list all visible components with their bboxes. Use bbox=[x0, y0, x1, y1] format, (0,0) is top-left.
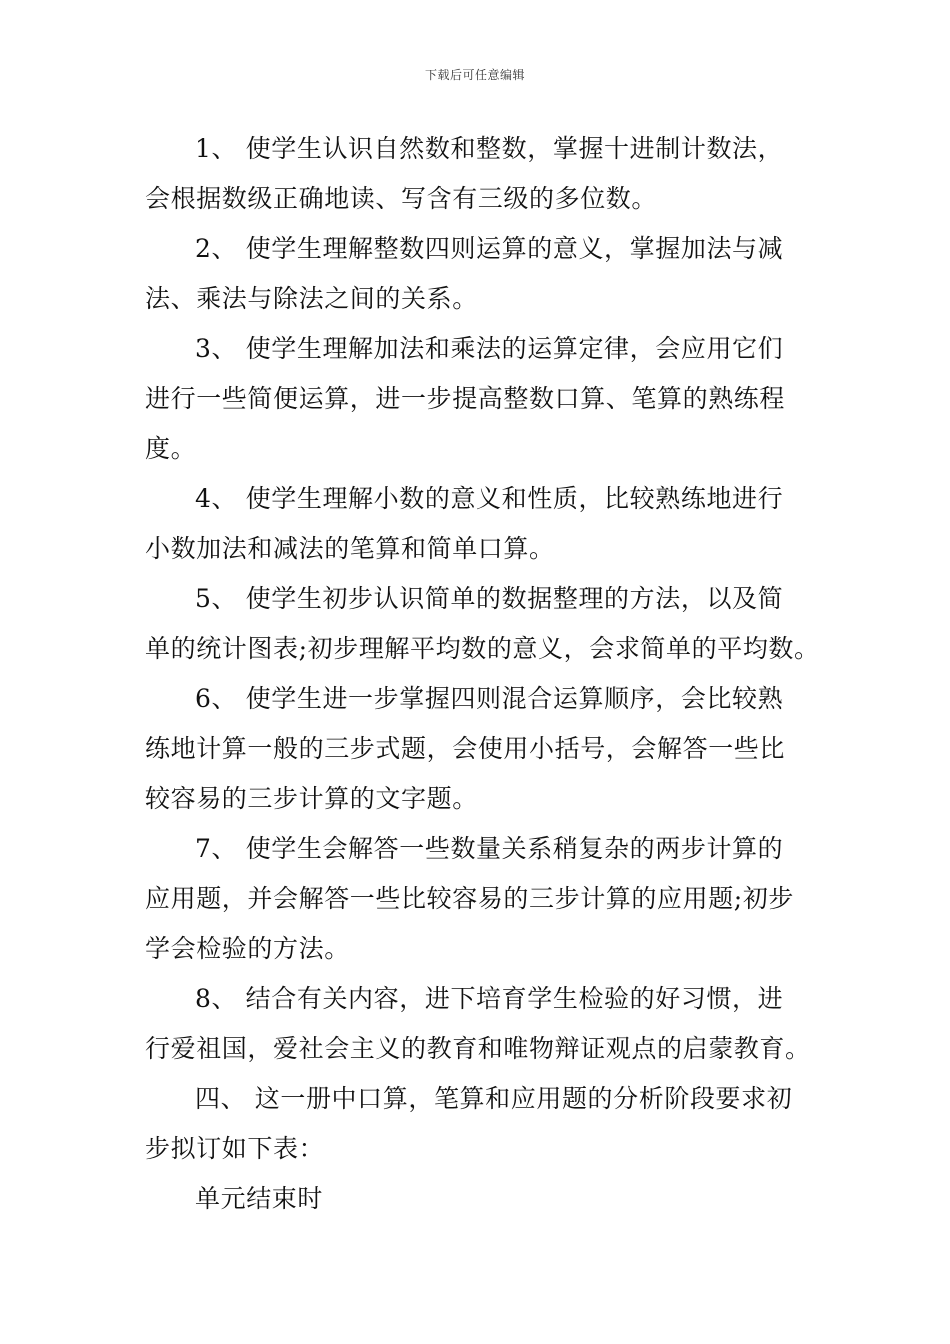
item-3-line-2: 进行一些简便运算，进一步提高整数口算、笔算的熟练程 bbox=[145, 384, 786, 413]
item-6-line-2: 练地计算一般的三步式题，会使用小括号，会解答一些比 bbox=[145, 734, 786, 763]
page-header: 下载后可任意编辑 bbox=[424, 68, 525, 82]
item-7-line-3: 学会检验的方法。 bbox=[145, 934, 350, 963]
section-4-line-1: 四、 这一册中口算，笔算和应用题的分析阶段要求初 bbox=[195, 1084, 793, 1113]
item-7-line-2: 应用题，并会解答一些比较容易的三步计算的应用题;初步 bbox=[145, 884, 795, 913]
item-5-line-1: 5、 使学生初步认识简单的数据整理的方法，以及简 bbox=[195, 584, 784, 613]
item-3-line-1: 3、 使学生理解加法和乘法的运算定律，会应用它们 bbox=[195, 334, 784, 363]
section-4-line-2: 步拟订如下表： bbox=[145, 1134, 325, 1163]
item-4-line-1: 4、 使学生理解小数的意义和性质，比较熟练地进行 bbox=[195, 484, 784, 513]
item-2-line-1: 2、 使学生理解整数四则运算的意义，掌握加法与减 bbox=[195, 234, 784, 263]
document-body bbox=[145, 124, 820, 1224]
item-1-line-1: 1、 使学生认识自然数和整数，掌握十进制计数法， bbox=[195, 134, 784, 163]
item-7-line-1: 7、 使学生会解答一些数量关系稍复杂的两步计算的 bbox=[195, 834, 784, 863]
item-5-line-2: 单的统计图表;初步理解平均数的意义，会求简单的平均数。 bbox=[145, 634, 820, 663]
item-4-line-2: 小数加法和减法的笔算和简单口算。 bbox=[145, 534, 555, 563]
item-8-line-1: 8、 结合有关内容，进下培育学生检验的好习惯，进 bbox=[195, 984, 784, 1013]
item-6-line-3: 较容易的三步计算的文字题。 bbox=[145, 784, 478, 813]
item-8-line-2: 行爱祖国，爱社会主义的教育和唯物辩证观点的启蒙教育。 bbox=[145, 1034, 811, 1063]
item-6-line-1: 6、 使学生进一步掌握四则混合运算顺序，会比较熟 bbox=[195, 684, 784, 713]
item-1-line-2: 会根据数级正确地读、写含有三级的多位数。 bbox=[145, 184, 658, 213]
item-2-line-2: 法、乘法与除法之间的关系。 bbox=[145, 284, 478, 313]
table-caption: 单元结束时 bbox=[195, 1184, 324, 1213]
item-3-line-3: 度。 bbox=[145, 434, 197, 463]
